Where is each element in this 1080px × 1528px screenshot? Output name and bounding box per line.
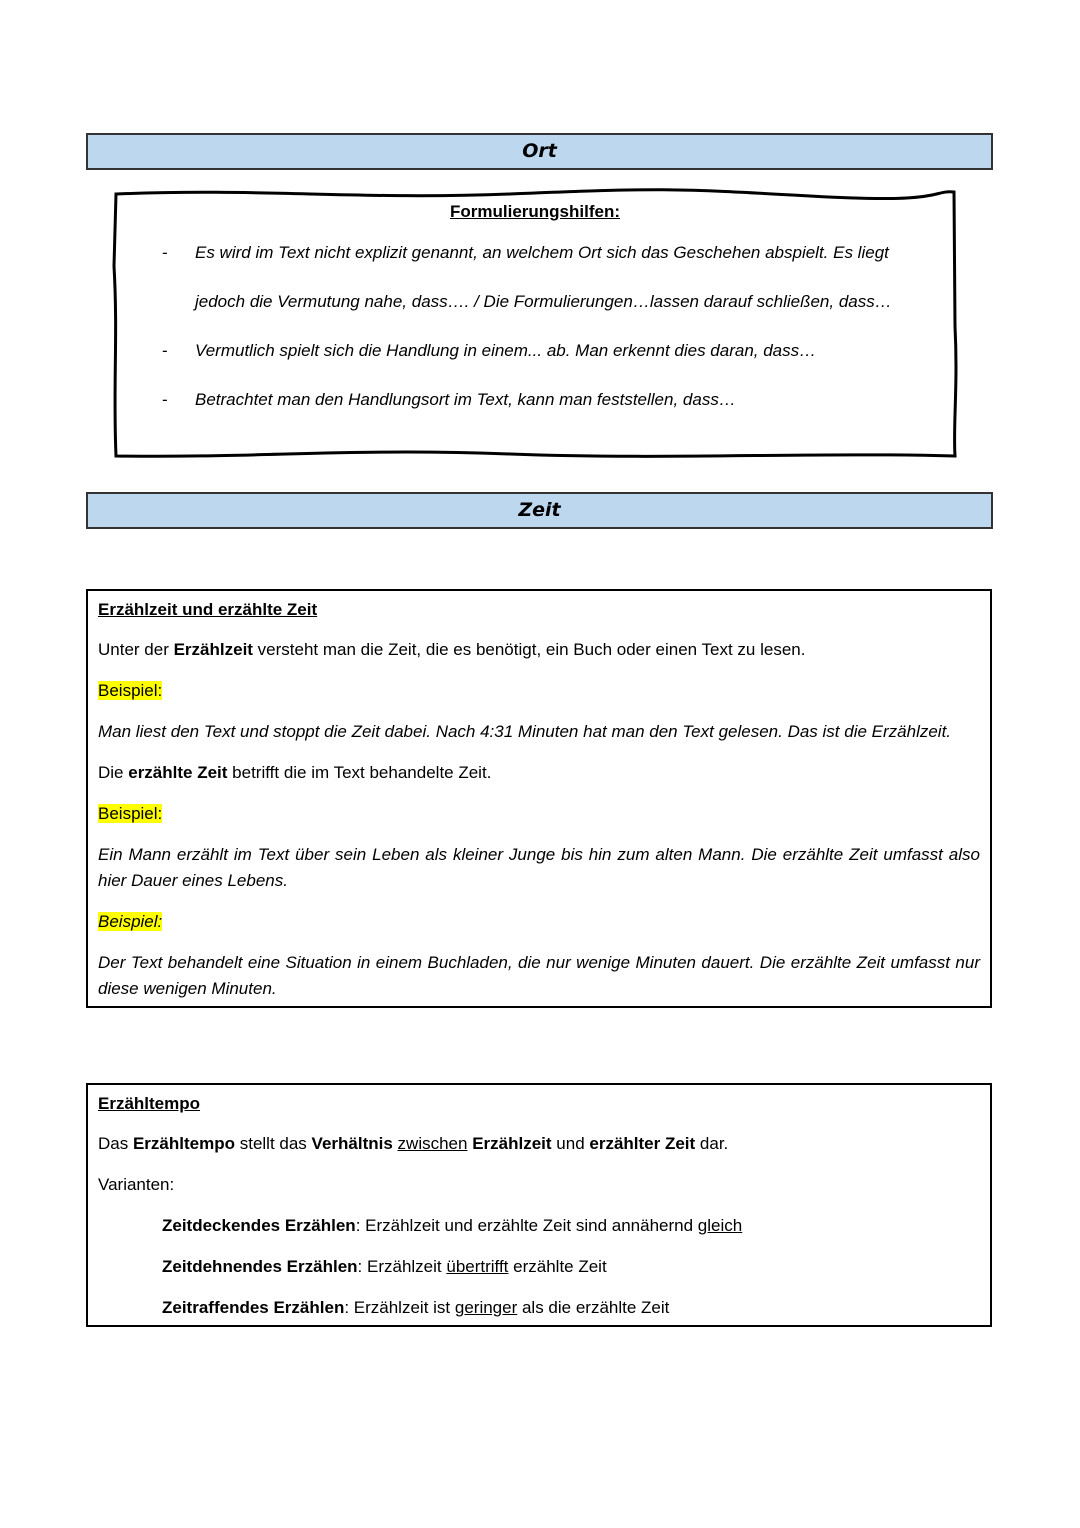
paragraph: Die erzählte Zeit betrifft die im Text behandelte Zeit. — [98, 763, 492, 782]
list-item: Betrachtet man den Handlungsort im Text, kann man feststellen, dass… — [195, 390, 736, 409]
beispiel-label: Beispiel: — [98, 681, 163, 700]
box-heading: Erzählzeit und erzählte Zeit — [98, 600, 318, 619]
example-text: Der Text behandelt eine Situation in einem Buchladen, die nur wenige Minuten dauert. Die erzählte Zeit umfasst nur diese wenigen Minuten. — [98, 953, 980, 998]
list-item-cont: jedoch die Vermutung nahe, dass…. / Die Formulierungen…lassen darauf schließen, dass… — [195, 292, 892, 311]
example-text: Ein Mann erzählt im Text über sein Leben als kleiner Junge bis hin zum alten Mann. Die erzählte Zeit umfasst also hier Dauer eines Lebens. — [98, 845, 980, 890]
section-header-zeit: Zeit — [86, 492, 993, 529]
box-erzaehltempo — [86, 1083, 992, 1327]
variant: Zeitdeckendes Erzählen: Erzählzeit und erzählte Zeit sind annähernd gleich — [162, 1216, 743, 1235]
section-header-ort: Ort — [86, 133, 993, 170]
variant: Zeitraffendes Erzählen: Erzählzeit ist geringer als die erzählte Zeit — [162, 1298, 670, 1317]
bullet: - — [162, 341, 168, 360]
wavy-frame — [110, 186, 960, 464]
box-erzaehlzeit — [86, 589, 992, 1008]
variant: Zeitdehnendes Erzählen: Erzählzeit übertrifft erzählte Zeit — [162, 1257, 607, 1276]
list-item: Es wird im Text nicht explizit genannt, an welchem Ort sich das Geschehen abspielt. Es liegt — [195, 243, 889, 262]
formulierungshilfen-heading: Formulierungshilfen: — [450, 202, 620, 221]
beispiel-label: Beispiel: — [98, 804, 163, 823]
example-text: Man liest den Text und stoppt die Zeit dabei. Nach 4:31 Minuten hat man den Text gelesen. Das ist die Erzählzeit. — [98, 722, 952, 741]
box-heading: Erzähltempo — [98, 1094, 201, 1113]
paragraph: Das Erzähltempo stellt das Verhältnis zwischen Erzählzeit und erzählter Zeit dar. — [98, 1134, 729, 1153]
beispiel-label: Beispiel: — [98, 912, 163, 931]
list-item: Vermutlich spielt sich die Handlung in einem... ab. Man erkennt dies daran, dass… — [195, 341, 817, 360]
paragraph: Unter der Erzählzeit versteht man die Zeit, die es benötigt, ein Buch oder einen Text zu lesen. — [98, 640, 806, 659]
bullet: - — [162, 243, 168, 262]
varianten-label: Varianten: — [98, 1175, 175, 1194]
bullet: - — [162, 390, 168, 409]
